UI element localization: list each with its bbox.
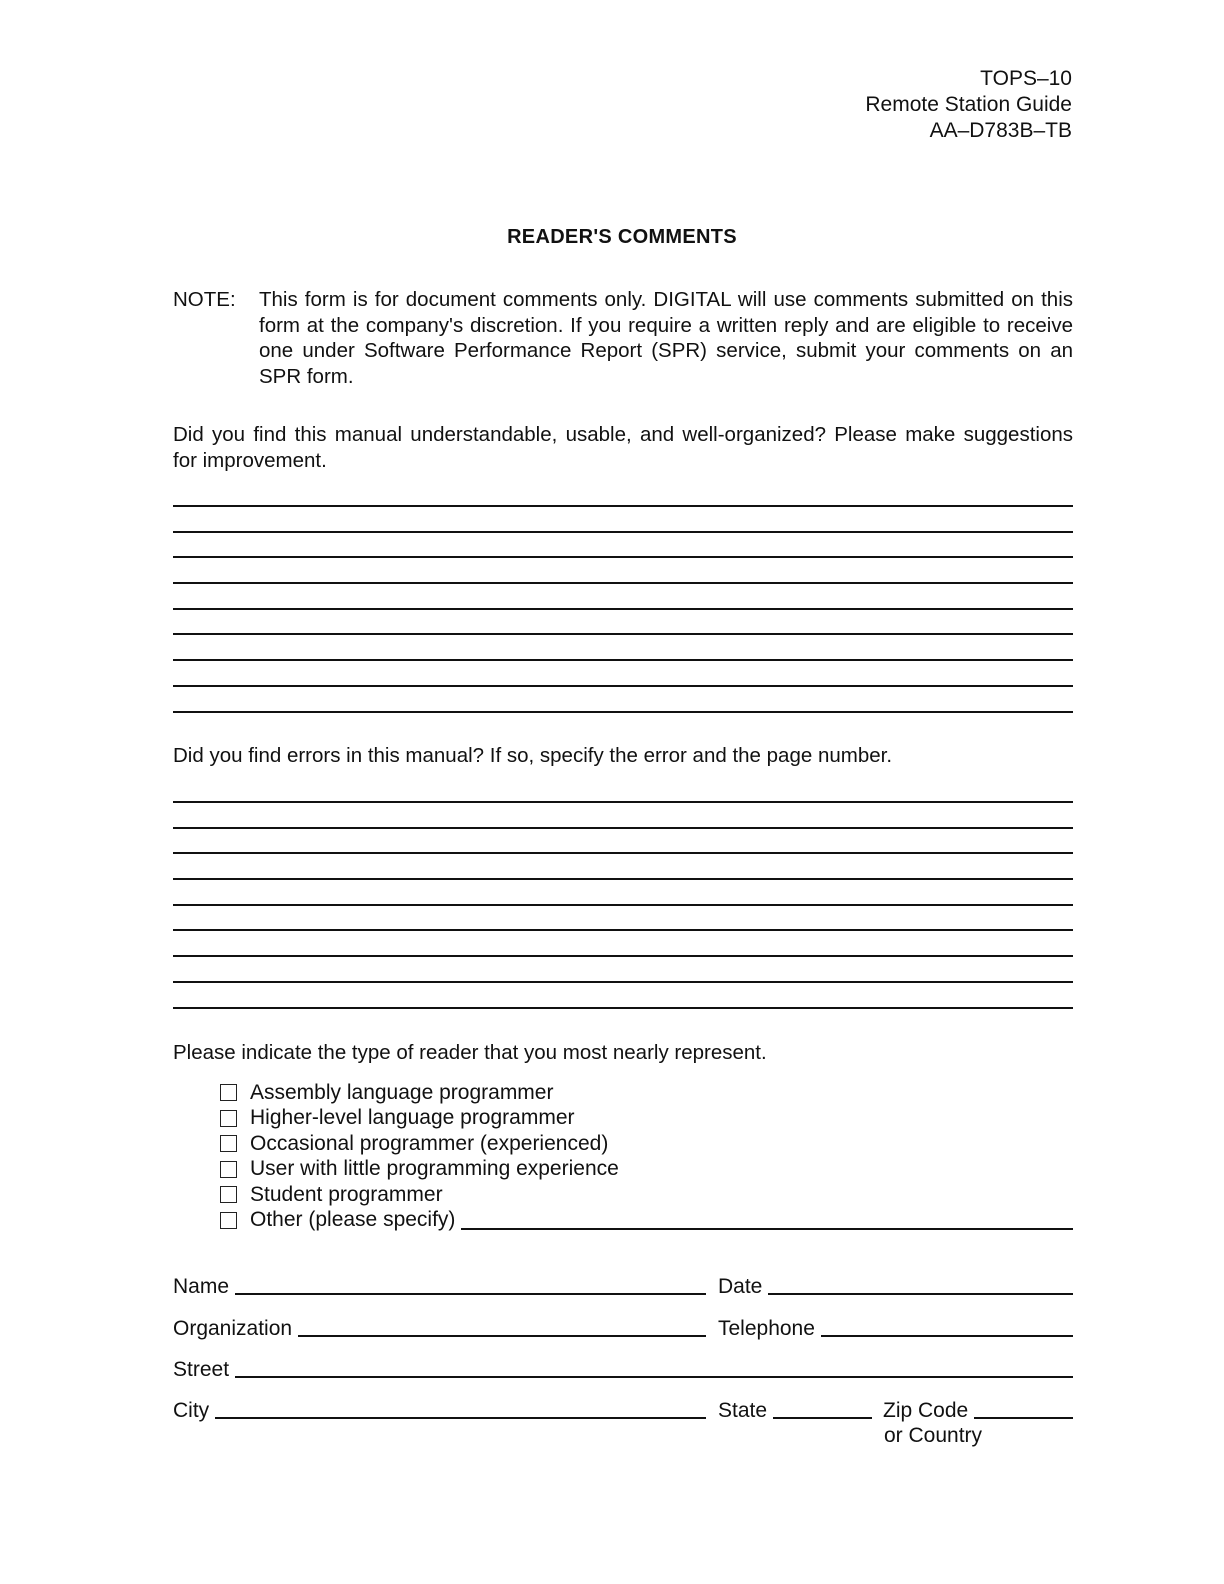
improvement-question: Did you find this manual understandable, usable, and well-organized? Please make suggestions for improvement.: [173, 423, 1073, 472]
answer-line[interactable]: [173, 711, 1073, 713]
document-title: Remote Station Guide: [865, 93, 1072, 116]
reader-type-option[interactable]: [220, 1182, 1073, 1208]
organization-line[interactable]: [298, 1335, 706, 1337]
zip-label: Zip Code: [883, 1399, 969, 1422]
name-line[interactable]: [235, 1293, 706, 1295]
street-line[interactable]: [235, 1376, 1073, 1378]
answer-line[interactable]: [173, 633, 1073, 635]
answer-line[interactable]: [173, 608, 1073, 610]
answer-line[interactable]: [173, 1007, 1073, 1009]
organization-label: Organization: [173, 1317, 293, 1340]
reader-type-label: Assembly language programmer: [250, 1080, 554, 1104]
errors-question: Did you find errors in this manual? If so, specify the error and the page number.: [173, 744, 893, 767]
answer-line[interactable]: [173, 852, 1073, 854]
street-field[interactable]: [173, 1356, 1073, 1382]
page-title: READER'S COMMENTS: [507, 226, 737, 248]
country-label: or Country: [884, 1424, 983, 1447]
checkbox[interactable]: [220, 1212, 237, 1229]
answer-line[interactable]: [173, 981, 1073, 983]
reader-type-option[interactable]: [220, 1131, 1073, 1157]
answer-line[interactable]: [173, 505, 1073, 507]
reader-type-label: User with little programming experience: [250, 1157, 619, 1181]
reader-type-label: Other (please specify): [250, 1208, 456, 1232]
city-field[interactable]: [173, 1397, 706, 1423]
errors-answer-area[interactable]: [173, 801, 1073, 1032]
organization-field[interactable]: [173, 1315, 706, 1341]
date-line[interactable]: [768, 1293, 1073, 1295]
answer-line[interactable]: [173, 556, 1073, 558]
answer-line[interactable]: [173, 685, 1073, 687]
reader-type-label: Higher-level language programmer: [250, 1106, 575, 1130]
date-field[interactable]: [718, 1273, 1073, 1299]
date-label: Date: [718, 1275, 763, 1298]
state-label: State: [718, 1399, 768, 1422]
telephone-line[interactable]: [821, 1335, 1073, 1337]
answer-line[interactable]: [173, 659, 1073, 661]
document-header: [865, 66, 1072, 144]
order-number: AA–D783B–TB: [929, 119, 1072, 142]
answer-line[interactable]: [173, 904, 1073, 906]
note-section: [173, 287, 1073, 389]
telephone-field[interactable]: [718, 1315, 1073, 1341]
checkbox[interactable]: [220, 1161, 237, 1178]
answer-line[interactable]: [173, 801, 1073, 803]
note-text: This form is for document comments only. DIGITAL will use comments submitted on this form at the company's discretion. If you require a written reply and are eligible to receive one under Software Performance Report (SPR) service, submit your comments on an SPR form.: [259, 288, 1073, 388]
checkbox[interactable]: [220, 1110, 237, 1127]
checkbox[interactable]: [220, 1135, 237, 1152]
product-name: TOPS–10: [980, 67, 1072, 90]
answer-line[interactable]: [173, 878, 1073, 880]
reader-type-option[interactable]: [220, 1106, 1073, 1132]
checkbox[interactable]: [220, 1084, 237, 1101]
reader-type-list: [220, 1080, 1073, 1233]
answer-line[interactable]: [173, 929, 1073, 931]
reader-type-label: Occasional programmer (experienced): [250, 1131, 609, 1155]
other-specify-field[interactable]: [461, 1228, 1073, 1230]
zip-field[interactable]: [883, 1397, 1073, 1423]
zip-line[interactable]: [974, 1417, 1073, 1419]
reader-type-option-other[interactable]: [220, 1208, 1073, 1234]
telephone-label: Telephone: [718, 1317, 815, 1340]
state-line[interactable]: [773, 1417, 872, 1419]
city-label: City: [173, 1399, 210, 1422]
note-label: NOTE:: [173, 288, 236, 311]
reader-type-question: Please indicate the type of reader that you most nearly represent.: [173, 1041, 767, 1064]
state-field[interactable]: [718, 1397, 872, 1423]
answer-line[interactable]: [173, 955, 1073, 957]
answer-line[interactable]: [173, 531, 1073, 533]
reader-type-option[interactable]: [220, 1157, 1073, 1183]
improvement-answer-area[interactable]: [173, 505, 1073, 736]
city-line[interactable]: [215, 1417, 706, 1419]
answer-line[interactable]: [173, 582, 1073, 584]
answer-line[interactable]: [173, 827, 1073, 829]
name-field[interactable]: [173, 1273, 706, 1299]
reader-type-label: Student programmer: [250, 1182, 443, 1206]
name-label: Name: [173, 1275, 230, 1298]
street-label: Street: [173, 1358, 230, 1381]
reader-type-option[interactable]: [220, 1080, 1073, 1106]
checkbox[interactable]: [220, 1186, 237, 1203]
